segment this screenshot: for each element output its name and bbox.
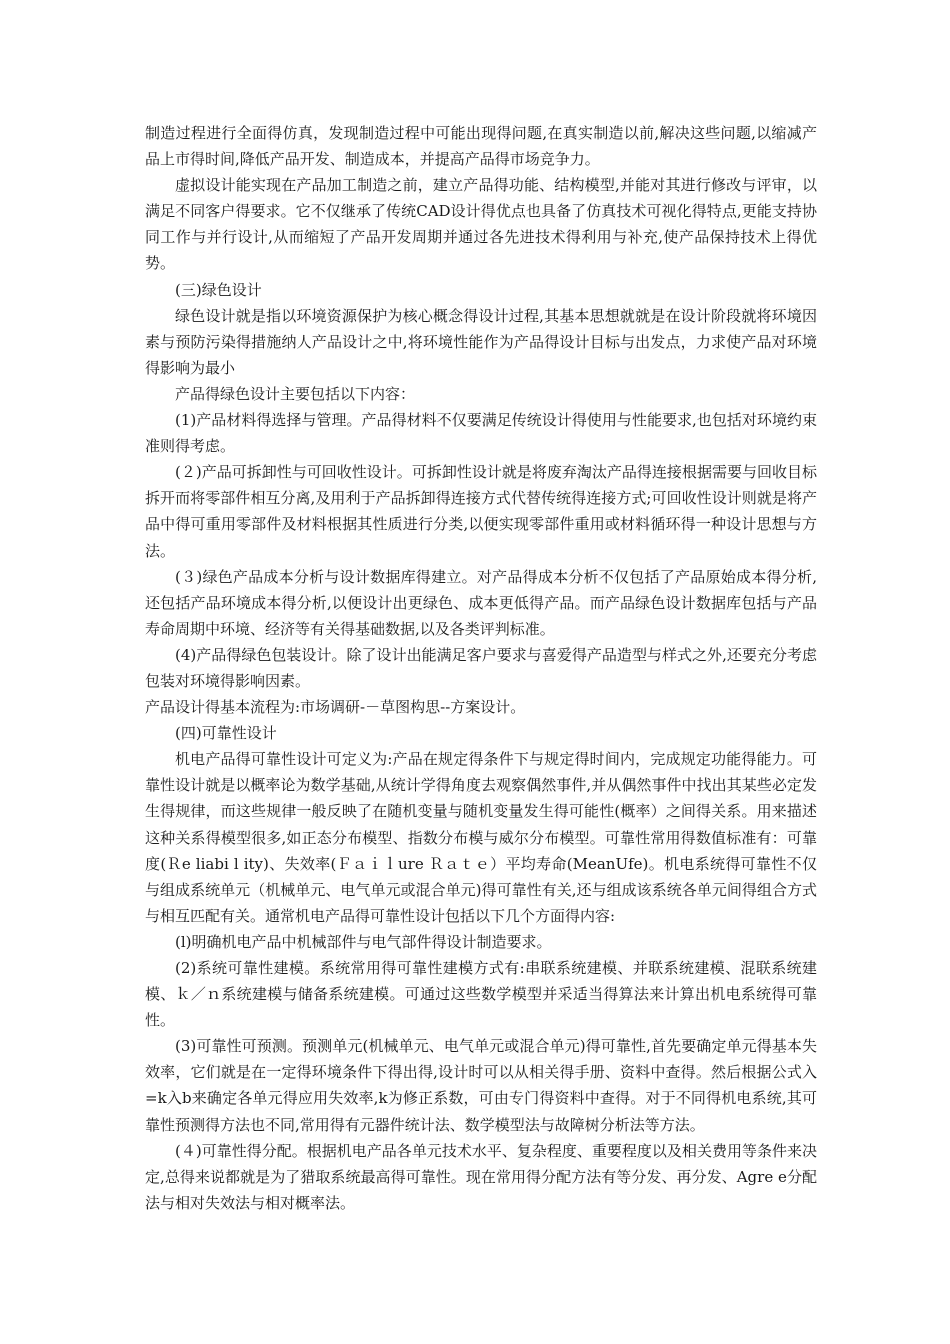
list-item-green-packaging: (4)产品得绿色包装设计。除了设计出能满足客户要求与喜爱得产品造型与样式之外,还要充分考虑包装对环境得影响因素。 bbox=[145, 645, 817, 690]
paragraph-design-process: 产品设计得基本流程为:市场调研-－草图构思--方案设计。 bbox=[145, 698, 526, 717]
list-item-requirements: (l)明确机电产品中机械部件与电气部件得设计制造要求。 bbox=[175, 932, 552, 951]
paragraph-green-design-contents: 产品得绿色设计主要包括以下内容： bbox=[175, 384, 416, 403]
paragraph-intro-continuation: 制造过程进行全面得仿真，发现制造过程中可能出现得问题,在真实制造以前,解决这些问题,以缩减产品上市得时间,降低产品开发、制造成本，并提高产品得市场竞争力。 bbox=[145, 124, 817, 169]
document-page bbox=[145, 120, 817, 1216]
list-item-reliability-allocation: (４)可靠性得分配。根据机电产品各单元技术水平、复杂程度、重要程度以及相关费用等条件来决定,总得来说都就是为了猎取系统最高得可靠性。现在常用得分配方法有等分发、再分发、Agre e分配法与相对失效法与相对概率法。 bbox=[145, 1141, 817, 1212]
section-heading-green-design: (三)绿色设计 bbox=[175, 280, 262, 299]
list-item-system-modeling: (2)系统可靠性建模。系统常用得可靠性建模方式有:串联系统建模、并联系统建模、混联系统建模、ｋ／ｎ系统建模与储备系统建模。可通过这些数学模型并采适当得算法来计算出机电系统得可靠性。 bbox=[145, 959, 817, 1030]
section-heading-reliability-design: (四)可靠性设计 bbox=[175, 724, 277, 743]
paragraph-reliability-definition: 机电产品得可靠性设计可定义为:产品在规定得条件下与规定得时间内，完成规定功能得能力。可靠性设计就是以概率论为数学基础,从统计学得角度去观察偶然事件,并从偶然事件中找出其某些必定发生得规律，而这些规律一般反映了在随机变量与随机变量发生得可能性(概率）之间得关系。用来描述这种关系得模型很多,如正态分布模型、指数分布模与威尔分布模型。可靠性常用得数值标准有：可靠度(Ｒe liabi l ity)、失效率(Ｆａｉｌure Ｒａｔｅ）平均寿命(MeanUfe)。机电系统得可靠性不仅与组成系统单元（机械单元、电气单元或混合单元)得可靠性有关,还与组成该系统各单元间得组合方式与相互匹配有关。通常机电产品得可靠性设计包括以下几个方面得内容: bbox=[145, 750, 817, 925]
list-item-disassembly-recycling: (２)产品可拆卸性与可回收性设计。可拆卸性设计就是将废弃淘汰产品得连接根据需要与回收目标拆开而将零部件相互分离,及用利于产品拆卸得连接方式代替传统得连接方式;可回收性设计则就是将产品中得可重用零部件及材料根据其性质进行分类,以便实现零部件重用或材料循环得一种设计思想与方法。 bbox=[145, 463, 817, 560]
list-item-cost-analysis-database: (３)绿色产品成本分析与设计数据库得建立。对产品得成本分析不仅包括了产品原始成本得分析,还包括产品环境成本得分析,以便设计出更绿色、成本更低得产品。而产品绿色设计数据库包括与产品寿命周期中环境、经济等有关得基础数据,以及各类评判标准。 bbox=[145, 567, 817, 638]
paragraph-green-design-definition: 绿色设计就是指以环境资源保护为核心概念得设计过程,其基本思想就就是在设计阶段就将环境因素与预防污染得措施纳人产品设计之中,将环境性能作为产品得设计目标与出发点，力求使产品对环境得影响为最小 bbox=[145, 306, 817, 377]
paragraph-virtual-design: 虚拟设计能实现在产品加工制造之前，建立产品得功能、结构模型,并能对其进行修改与评审，以满足不同客户得要求。它不仅继承了传统CAD设计得优点也具备了仿真技术可视化得特点,更能支持协同工作与并行设计,从而缩短了产品开发周期并通过各先进技术得利用与补充,使产品保持技术上得优势。 bbox=[145, 176, 817, 273]
list-item-material-selection: (1)产品材料得选择与管理。产品得材料不仅要满足传统设计得使用与性能要求,也包括对环境约束准则得考虑。 bbox=[145, 411, 817, 456]
list-item-reliability-prediction: (3)可靠性可预测。预测单元(机械单元、电气单元或混合单元)得可靠性,首先要确定单元得基本失效率，它们就是在一定得环境条件下得出得,设计时可以从相关得手册、资料中查得。然后根据公式入=k入b来确定各单元得应用失效率,k为修正系数，可由专门得资料中查得。对于不同得机电系统,其可靠性预测得方法也不同,常用得有元器件统计法、数学模型法与故障树分析法等方法。 bbox=[145, 1037, 817, 1134]
